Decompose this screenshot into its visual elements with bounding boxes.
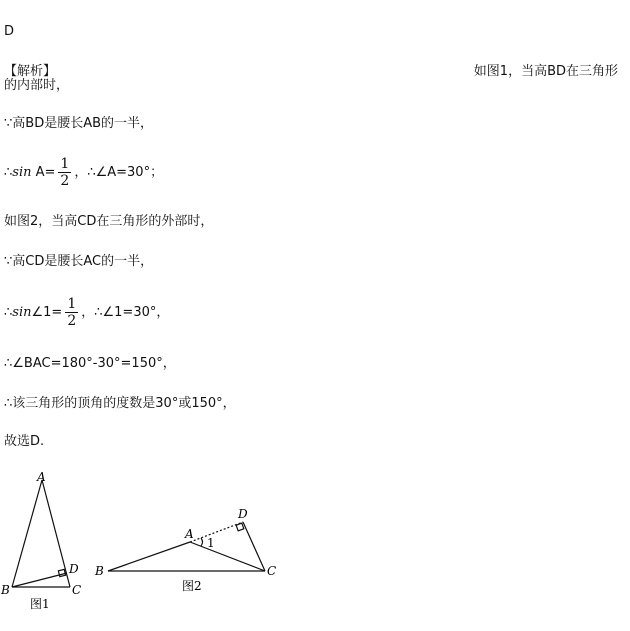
analysis-label: 【解析】: [4, 64, 57, 79]
vertex-label-d: D: [69, 562, 79, 576]
conclusion-line: ∴该三角形的顶角的度数是30°或150°，: [4, 396, 236, 411]
sin-a-equation: [4, 156, 163, 189]
sin-a-var: A=: [31, 165, 56, 180]
fraction-numerator: 1: [67, 296, 77, 312]
fraction-denominator: 2: [67, 313, 77, 329]
vertex-label-c: C: [267, 564, 277, 578]
figure-2-diagram: [90, 500, 290, 600]
angle-a-result: ，∴∠A=30°；: [74, 165, 164, 180]
choose-line: 故选D.: [4, 434, 45, 449]
extension-ad: [190, 522, 243, 542]
because-bd: ∵高BD是腰长AB的一半，: [4, 116, 154, 131]
figure1-intro-cont: 的内部时，: [4, 78, 70, 93]
fraction-numerator: 1: [60, 156, 70, 172]
side-ab: [12, 480, 42, 587]
sin-1-equation: [4, 296, 169, 329]
side-ac: [42, 480, 70, 587]
figure-2-caption: 图2: [182, 579, 202, 593]
fraction-one-half: [65, 296, 78, 329]
altitude-bd: [12, 573, 67, 587]
angle-bac-line: ∴∠BAC=180°-30°=150°，: [4, 356, 176, 371]
vertex-label-a: A: [37, 470, 46, 484]
right-angle-mark: [58, 569, 65, 576]
angle-1-arc: [201, 538, 203, 546]
sin-function: sin: [12, 305, 32, 320]
right-angle-mark: [236, 523, 244, 531]
figure-1-diagram: [0, 470, 100, 620]
vertex-label-a: A: [185, 527, 194, 541]
angle-1-result: ，∴∠1=30°，: [81, 305, 170, 320]
vertex-label-c: C: [72, 583, 82, 597]
sin-function: sin: [12, 165, 32, 180]
figure-1-caption: 图1: [30, 597, 50, 611]
answer-text: D: [4, 24, 15, 39]
vertex-label-b: B: [95, 564, 104, 578]
vertex-label-d: D: [238, 507, 248, 521]
figure1-intro: 如图1，当高BD在三角形: [473, 64, 618, 79]
therefore-symbol: ∴: [4, 165, 13, 180]
angle-1-label: 1: [207, 536, 215, 550]
because-cd: ∵高CD是腰长AC的一半，: [4, 254, 154, 269]
figure2-intro: 如图2，当高CD在三角形的外部时，: [4, 214, 214, 229]
side-ab: [108, 542, 190, 571]
fraction-one-half: [58, 156, 71, 189]
therefore-symbol: ∴: [4, 305, 13, 320]
sin-1-var: ∠1=: [31, 305, 63, 320]
vertex-label-b: B: [1, 583, 10, 597]
fraction-denominator: 2: [60, 173, 70, 189]
